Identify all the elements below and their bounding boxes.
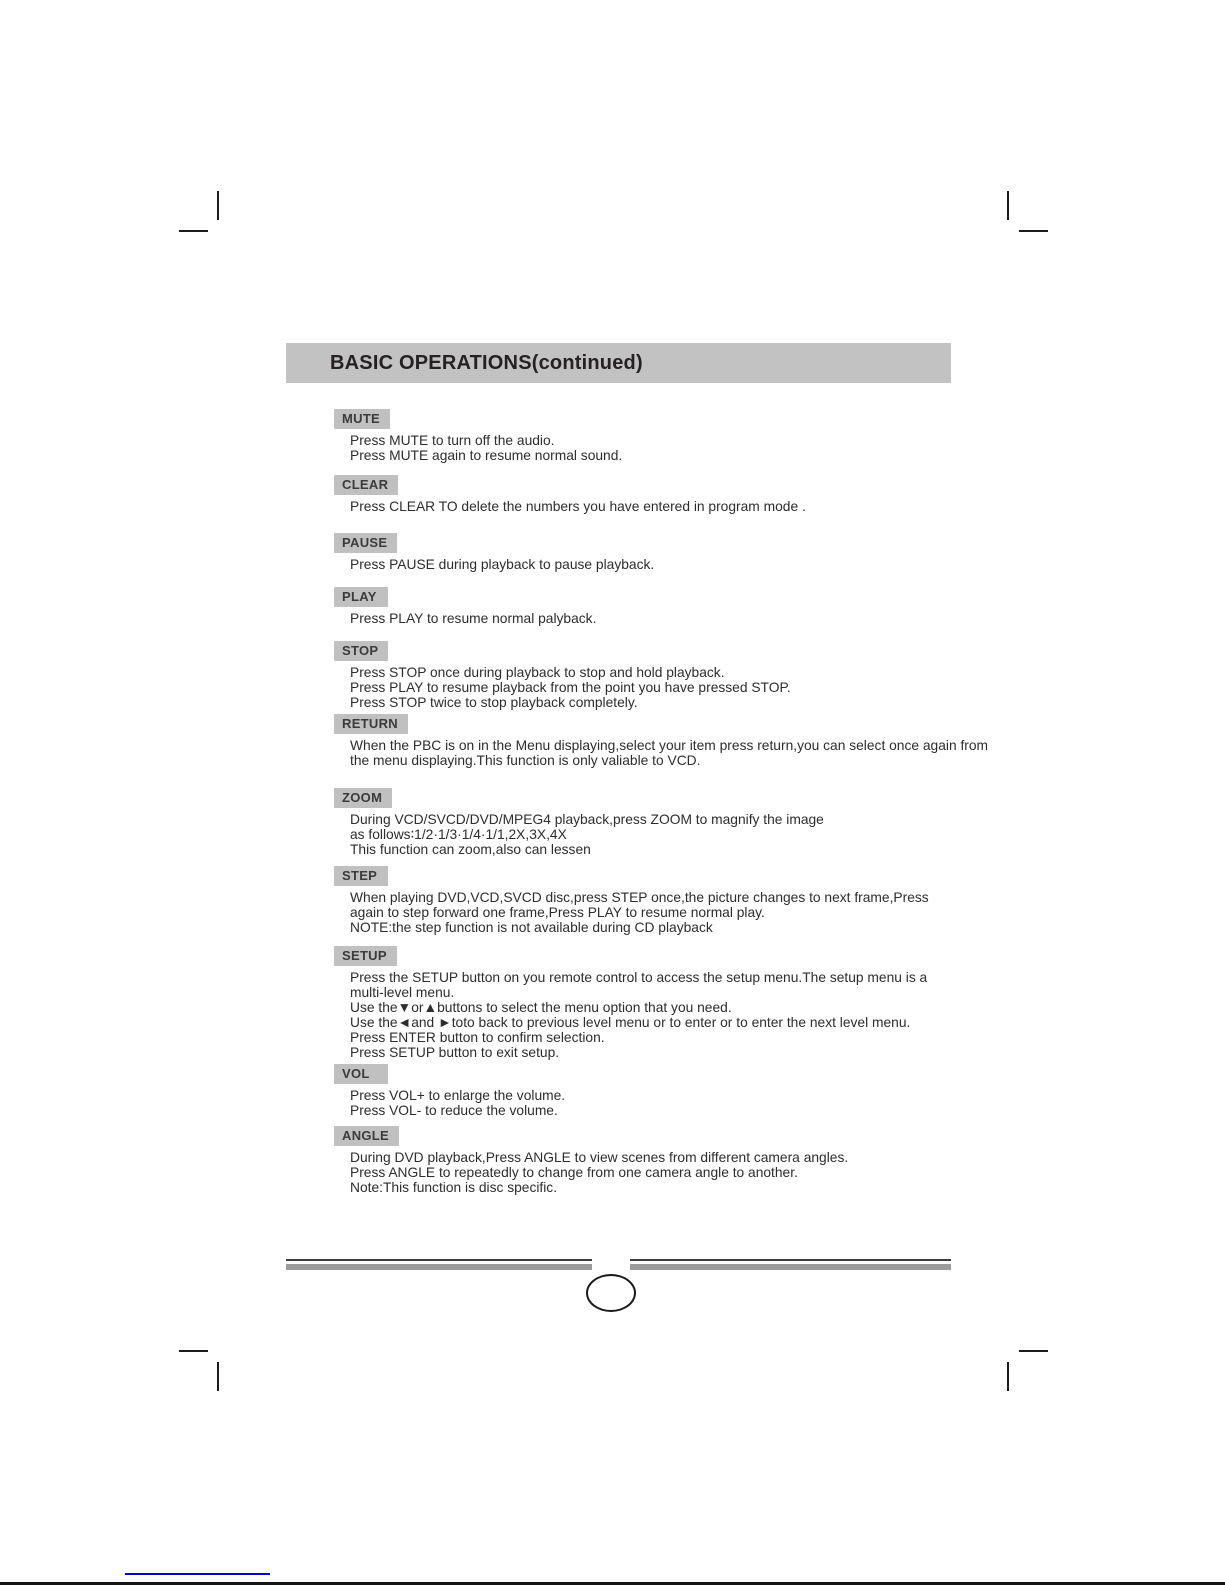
section-mute	[334, 409, 622, 463]
section-label: STOP	[334, 641, 388, 661]
section-pause	[334, 533, 654, 572]
section-label: PLAY	[334, 587, 388, 607]
section-body	[350, 812, 824, 857]
section-line: Press VOL- to reduce the volume.	[350, 1103, 558, 1118]
section-return	[334, 714, 988, 768]
section-label: ZOOM	[334, 788, 392, 808]
section-label: PAUSE	[334, 533, 397, 553]
section-label: RETURN	[334, 714, 408, 734]
section-line: Press PAUSE during playback to pause playback.	[350, 557, 655, 572]
crop-mark-top-right-vertical	[1007, 191, 1009, 220]
section-line: Press ENTER button to confirm selection.	[350, 1030, 605, 1045]
section-line: Press MUTE again to resume normal sound.	[350, 448, 623, 463]
section-line: NOTE:the step function is not available during CD playback	[350, 920, 713, 935]
section-line: Press STOP twice to stop playback completely.	[350, 695, 638, 710]
section-body	[350, 499, 806, 514]
footer-blue-line	[125, 1573, 270, 1575]
section-label: ANGLE	[334, 1126, 399, 1146]
crop-mark-bottom-left-vertical	[217, 1362, 219, 1391]
section-label: VOL	[334, 1064, 388, 1084]
footer-rule-right	[630, 1259, 951, 1270]
section-line: During VCD/SVCD/DVD/MPEG4 playback,press ZOOM to magnify the image	[350, 812, 824, 827]
section-line: again to step forward one frame,Press PLAY to resume normal play.	[350, 905, 765, 920]
section-body	[350, 1088, 565, 1118]
section-line: This function can zoom,also can lessen	[350, 842, 591, 857]
section-clear	[334, 475, 806, 514]
section-line: as follows∶1/2·1/3·1/4·1/1,2X,3X,4X	[350, 827, 567, 842]
section-line: Press MUTE to turn off the audio.	[350, 433, 555, 448]
section-label: CLEAR	[334, 475, 398, 495]
section-label: STEP	[334, 866, 388, 886]
section-body	[350, 611, 596, 626]
footer-rule-left-thin-line	[286, 1259, 592, 1261]
section-line: Use the▼or▲buttons to select the menu option that you need.	[350, 1000, 732, 1015]
section-step	[334, 866, 929, 935]
section-line: Press STOP once during playback to stop and hold playback.	[350, 665, 725, 680]
footer-rule-right-thin-line	[630, 1259, 951, 1261]
section-line: Press the SETUP button on you remote control to access the setup menu.The setup menu is a	[350, 970, 928, 985]
crop-mark-bottom-left-horizontal	[179, 1350, 208, 1352]
crop-mark-top-left-horizontal	[179, 230, 208, 232]
section-body	[350, 433, 622, 463]
crop-mark-top-left-vertical	[217, 191, 219, 220]
section-line: Use the◄and ►toto back to previous level menu or to enter or to enter the next level menu.	[350, 1015, 911, 1030]
section-stop	[334, 641, 791, 710]
header-bar	[286, 343, 951, 383]
section-line: Press SETUP button to exit setup.	[350, 1045, 560, 1060]
section-body	[350, 970, 927, 1060]
section-line: When playing DVD,VCD,SVCD disc,press STEP once,the picture changes to next frame,Press	[350, 890, 929, 905]
section-setup	[334, 946, 927, 1060]
section-body	[350, 557, 654, 572]
section-label: SETUP	[334, 946, 397, 966]
section-body	[350, 1150, 848, 1195]
page-number-circle	[586, 1274, 636, 1312]
footer-rule-left-thick-line	[286, 1264, 592, 1270]
section-line: multi-level menu.	[350, 985, 455, 1000]
section-label: MUTE	[334, 409, 390, 429]
footer-rule-left	[286, 1259, 592, 1270]
crop-mark-top-right-horizontal	[1019, 230, 1048, 232]
section-vol	[334, 1064, 565, 1118]
section-line: Press ANGLE to repeatedly to change from one camera angle to another.	[350, 1165, 798, 1180]
section-body	[350, 665, 791, 710]
section-angle	[334, 1126, 848, 1195]
section-body	[350, 738, 988, 768]
crop-mark-bottom-right-horizontal	[1019, 1350, 1048, 1352]
section-zoom	[334, 788, 824, 857]
page-title: BASIC OPERATIONS(continued)	[330, 352, 643, 374]
section-line: During DVD playback,Press ANGLE to view scenes from different camera angles.	[350, 1150, 849, 1165]
footer-rule-right-thick-line	[630, 1264, 951, 1270]
section-line: Press VOL+ to enlarge the volume.	[350, 1088, 566, 1103]
section-line: Press PLAY to resume playback from the point you have pressed STOP.	[350, 680, 791, 695]
section-body	[350, 890, 929, 935]
section-line: Press CLEAR TO delete the numbers you have entered in program mode .	[350, 499, 806, 514]
section-line: Press PLAY to resume normal palyback.	[350, 611, 597, 626]
section-line: Note:This function is disc specific.	[350, 1180, 558, 1195]
crop-mark-bottom-right-vertical	[1007, 1362, 1009, 1391]
section-line: When the PBC is on in the Menu displaying,select your item press return,you can select once again from	[350, 738, 989, 753]
section-play	[334, 587, 596, 626]
section-line: the menu displaying.This function is only valiable to VCD.	[350, 753, 701, 768]
